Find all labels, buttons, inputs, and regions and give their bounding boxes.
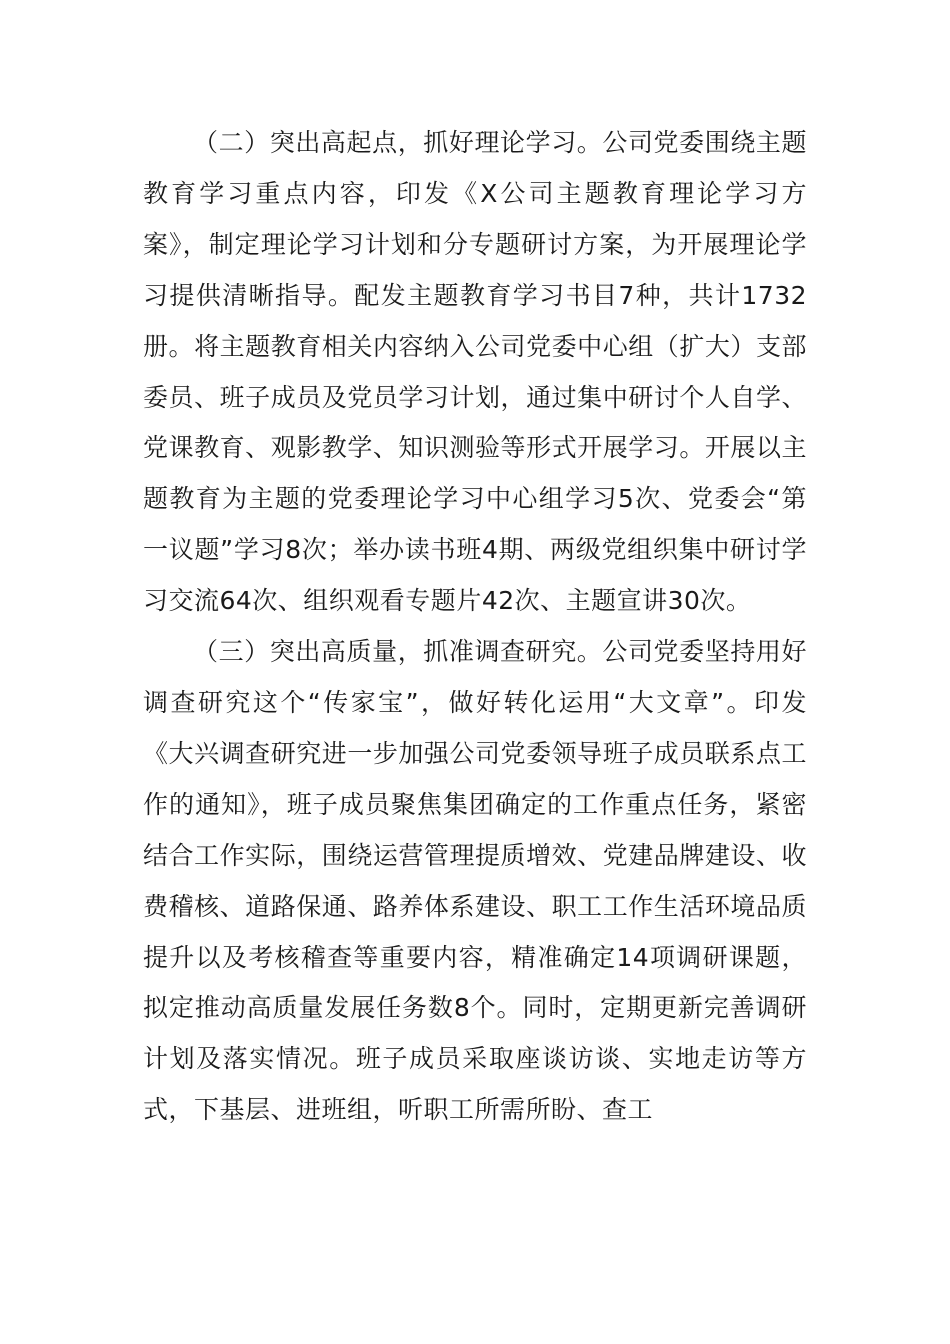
document-body — [143, 118, 807, 1136]
paragraph-investigation-research: （三）突出高质量，抓准调查研究。公司党委坚持用好调查研究这个“传家宝”，做好转化运用“大文章”。印发《大兴调查研究进一步加强公司党委领导班子成员联系点工作的通知》，班子成员聚焦集团确定的工作重点任务，紧密结合工作实际，围绕运营管理提质增效、党建品牌建设、收费稽核、道路保通、路养体系建设、职工工作生活环境品质提升以及考核稽查等重要内容，精准确定14项调研课题，拟定推动高质量发展任务数8个。同时，定期更新完善调研计划及落实情况。班子成员采取座谈访谈、实地走访等方式，下基层、进班组，听职工所需所盼、查工 — [143, 637, 807, 1125]
paragraph-theory-study: （二）突出高起点，抓好理论学习。公司党委围绕主题教育学习重点内容，印发《X公司主题教育理论学习方案》，制定理论学习计划和分专题研讨方案，为开展理论学习提供清晰指导。配发主题教育学习书目7种，共计1732册。将主题教育相关内容纳入公司党委中心组（扩大）支部委员、班子成员及党员学习计划，通过集中研讨个人自学、党课教育、观影教学、知识测验等形式开展学习。开展以主题教育为主题的党委理论学习中心组学习5次、党委会“第一议题”学习8次；举办读书班4期、两级党组织集中研讨学习交流64次、组织观看专题片42次、主题宣讲30次。 — [143, 128, 807, 616]
